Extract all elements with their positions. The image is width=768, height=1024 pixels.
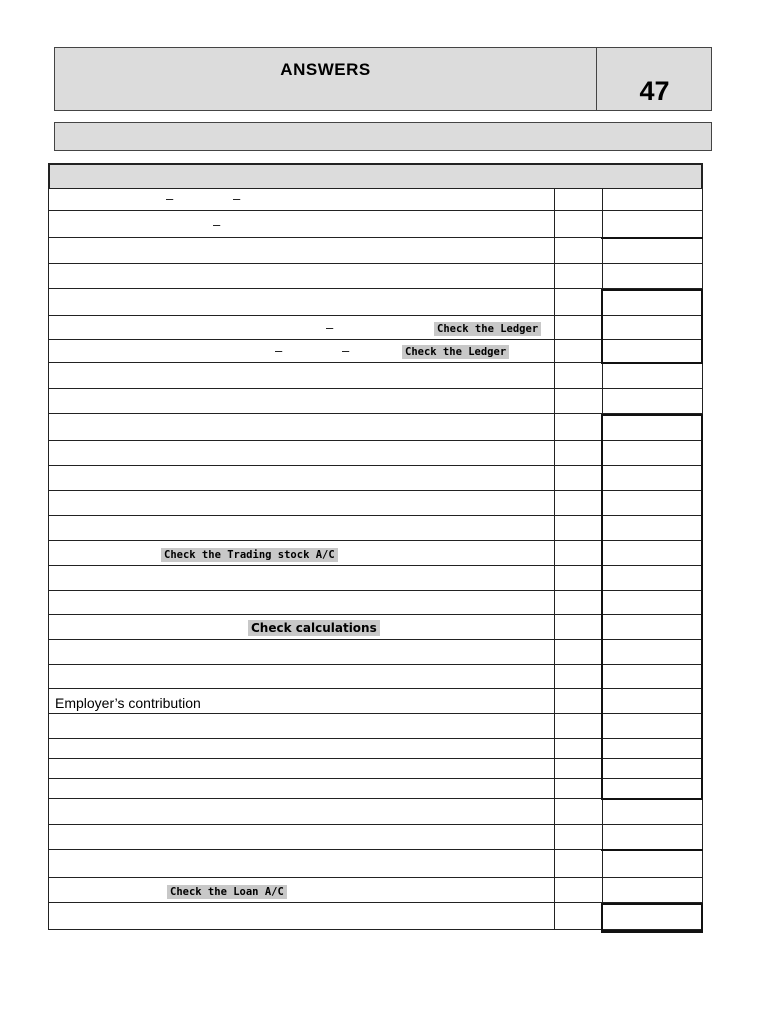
table-row xyxy=(48,264,703,289)
column-divider xyxy=(554,289,555,315)
column-divider xyxy=(554,541,555,565)
table-row xyxy=(48,689,703,714)
column-divider xyxy=(554,759,555,778)
table-row xyxy=(48,340,703,363)
table-row xyxy=(48,189,703,211)
column-divider xyxy=(602,903,603,929)
column-divider xyxy=(554,903,555,929)
check-calculations-note: Check calculations xyxy=(248,620,380,636)
column-divider xyxy=(554,739,555,758)
column-divider xyxy=(602,779,603,798)
column-divider xyxy=(602,466,603,490)
column-divider xyxy=(602,850,603,877)
column-divider xyxy=(602,516,603,540)
subheader-bar xyxy=(54,122,712,151)
table-row xyxy=(48,779,703,799)
column-divider xyxy=(554,591,555,614)
column-divider xyxy=(602,211,603,237)
table-row xyxy=(48,441,703,466)
column-divider xyxy=(554,566,555,590)
table-row xyxy=(48,759,703,779)
column-divider xyxy=(602,759,603,778)
column-divider xyxy=(554,316,555,339)
column-divider xyxy=(554,714,555,738)
column-divider xyxy=(602,615,603,639)
column-divider xyxy=(602,238,603,263)
column-divider xyxy=(554,640,555,664)
table-row xyxy=(48,414,703,441)
column-divider xyxy=(554,264,555,288)
dash-mark: – xyxy=(326,320,334,335)
table-row xyxy=(48,516,703,541)
column-divider xyxy=(554,689,555,713)
table-row xyxy=(48,640,703,665)
table-row xyxy=(48,615,703,640)
table-row xyxy=(48,289,703,316)
table-row xyxy=(48,541,703,566)
answer-underline xyxy=(601,237,703,239)
table-header-row xyxy=(48,163,703,189)
column-divider xyxy=(602,665,603,688)
column-divider xyxy=(602,491,603,515)
column-divider xyxy=(602,316,603,339)
column-divider xyxy=(554,825,555,849)
column-divider xyxy=(554,516,555,540)
column-divider xyxy=(554,615,555,639)
dash-mark: – xyxy=(213,217,221,232)
column-divider xyxy=(602,289,603,315)
column-divider xyxy=(602,714,603,738)
column-divider xyxy=(602,591,603,614)
check-ledger-note: Check the Ledger xyxy=(434,322,541,336)
column-divider xyxy=(602,640,603,664)
dash-mark: – xyxy=(233,191,241,206)
table-row xyxy=(48,739,703,759)
check-loan-note: Check the Loan A/C xyxy=(167,885,287,899)
table-row xyxy=(48,799,703,825)
answers-header xyxy=(54,47,712,111)
column-divider xyxy=(554,491,555,515)
table-row xyxy=(48,825,703,850)
table-row xyxy=(48,566,703,591)
column-divider xyxy=(554,850,555,877)
column-divider xyxy=(602,878,603,902)
column-divider xyxy=(602,441,603,465)
table-row xyxy=(48,363,703,389)
table-row xyxy=(48,714,703,739)
column-divider xyxy=(602,189,603,210)
table-row xyxy=(48,211,703,238)
table-row xyxy=(48,238,703,264)
check-trading-stock-note: Check the Trading stock A/C xyxy=(161,548,338,562)
dash-mark: – xyxy=(342,343,350,358)
table-row xyxy=(48,850,703,878)
column-divider xyxy=(554,441,555,465)
column-divider xyxy=(602,264,603,288)
dash-mark: – xyxy=(275,343,283,358)
column-divider xyxy=(554,878,555,902)
page-title: ANSWERS xyxy=(280,60,371,79)
table-row xyxy=(48,903,703,930)
table-row xyxy=(48,316,703,340)
column-divider xyxy=(554,665,555,688)
answer-underline xyxy=(601,849,703,851)
employer-contribution-label: Employer’s contribution xyxy=(55,695,201,711)
page-number: 47 xyxy=(639,76,670,106)
dash-mark: – xyxy=(166,191,174,206)
column-divider xyxy=(602,825,603,849)
column-divider xyxy=(602,799,603,824)
column-divider xyxy=(554,389,555,413)
table-row xyxy=(48,665,703,689)
table-row xyxy=(48,591,703,615)
column-divider xyxy=(554,363,555,388)
column-divider xyxy=(602,566,603,590)
column-divider xyxy=(602,541,603,565)
table-row xyxy=(48,389,703,414)
column-divider xyxy=(554,779,555,798)
column-divider xyxy=(602,389,603,413)
table-row xyxy=(48,491,703,516)
column-divider xyxy=(554,189,555,210)
column-divider xyxy=(554,211,555,237)
table-row xyxy=(48,878,703,903)
column-divider xyxy=(602,363,603,388)
column-divider xyxy=(554,340,555,362)
table-row xyxy=(48,466,703,491)
column-divider xyxy=(554,799,555,824)
column-divider xyxy=(602,340,603,362)
column-divider xyxy=(554,466,555,490)
column-divider xyxy=(602,739,603,758)
column-divider xyxy=(602,414,603,440)
column-divider xyxy=(602,689,603,713)
check-ledger-note: Check the Ledger xyxy=(402,345,509,359)
column-divider xyxy=(554,414,555,440)
column-divider xyxy=(554,238,555,263)
